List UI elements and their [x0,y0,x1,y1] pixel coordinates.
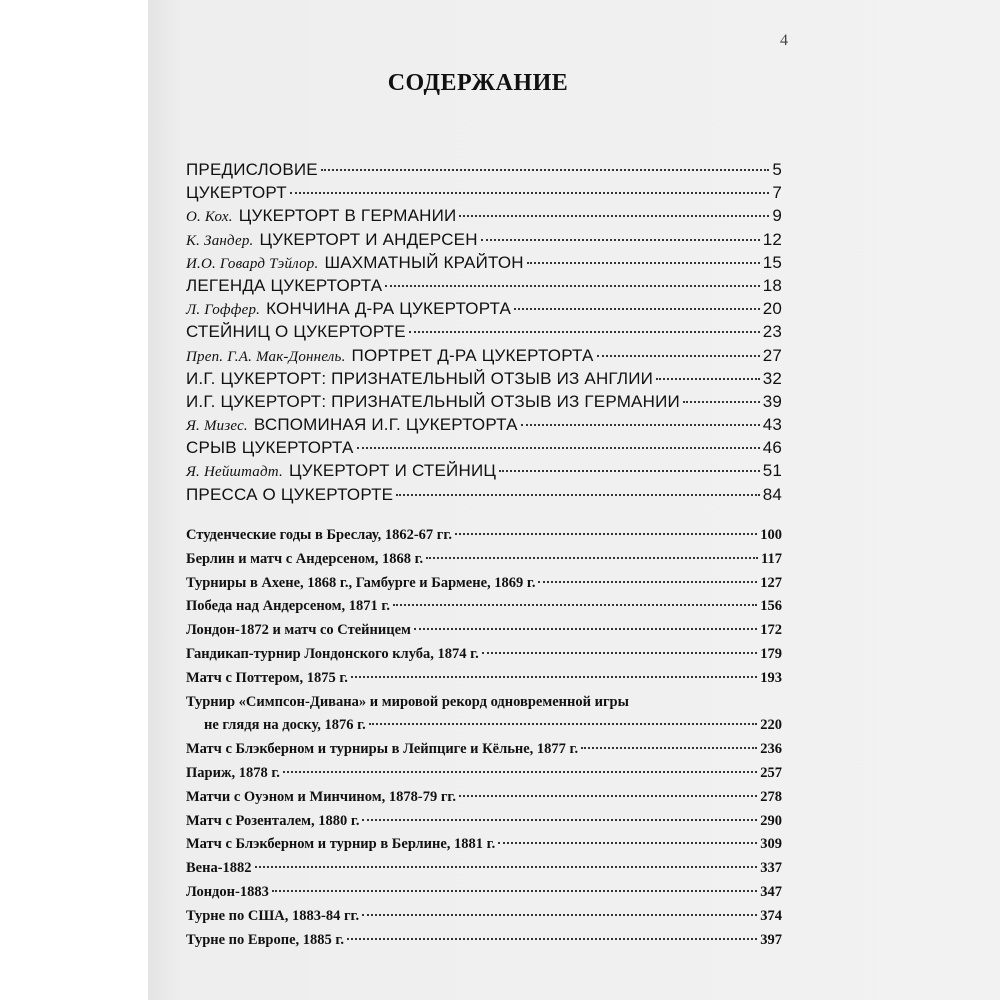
toc-entry-title-cont: не глядя на доску, 1876 г. [204,717,366,734]
toc-entry [186,813,782,837]
dot-leader [455,533,757,535]
toc-entry [186,206,782,229]
toc-entry-page: 32 [762,368,782,388]
toc-entry [186,276,782,299]
toc-entry-page: 179 [760,645,782,662]
toc-entry-title: ПРЕДИСЛОВИЕ [186,160,318,179]
toc-entry-page: 51 [762,461,782,481]
toc-entry [186,575,782,599]
toc-entry [186,836,782,860]
toc-entry-page: 46 [762,438,782,458]
toc-entry [186,860,782,884]
toc-entry [186,369,782,392]
dot-leader [499,470,760,472]
toc-entry-author: Я. Мизес. [186,418,248,435]
toc-entry-author: Я. Нейштадт. [186,464,283,481]
toc-entry-author: Л. Гоффер. [186,302,261,319]
toc-entry-page: 18 [762,275,782,295]
toc-entry [186,438,782,461]
dot-leader [362,819,757,821]
dot-leader [426,557,758,559]
toc-entry-page: 278 [760,788,782,805]
toc-entry-page: 347 [760,883,782,900]
toc-entry [186,415,782,438]
dot-leader [409,331,760,333]
toc-entry-author: Преп. Г.А. Мак-Доннель. [186,348,346,365]
toc-entry-page: 5 [772,160,782,179]
dot-leader [481,239,760,241]
toc-entry-title: Турне по Европе, 1885 г. [186,931,344,948]
toc-entry-page: 84 [762,484,782,504]
toc-entry-title: ЦУКЕРТОРТ В ГЕРМАНИИ [238,206,457,226]
toc-entry-page: 117 [761,550,782,567]
toc-entry [186,908,782,932]
toc-section-essays [186,160,782,508]
toc-entry-title: Матч с Поттером, 1875 г. [186,669,348,686]
toc-entry-page: 20 [762,299,782,319]
dot-leader [538,581,757,583]
toc-entry-title: Победа над Андерсеном, 1871 г. [186,598,390,615]
dot-leader [498,842,757,844]
toc-entry-page: 257 [760,764,782,781]
dot-leader [414,628,757,630]
dot-leader [362,914,757,916]
toc-entry [186,622,782,646]
toc-entry-title: Матч с Блэкберном и турниры в Лейпциге и Кёльне, 1877 г. [186,741,579,758]
toc-entry-title: И.Г. ЦУКЕРТОРТ: ПРИЗНАТЕЛЬНЫЙ ОТЗЫВ ИЗ АНГЛИИ [186,368,654,388]
toc-entry [186,392,782,415]
toc-entry [186,694,782,742]
toc-entry-line2 [186,717,782,741]
dot-leader [459,215,769,217]
toc-entry-title: СРЫВ ЦУКЕРТОРТА [186,438,354,458]
toc-entry-title: ЦУКЕРТОРТ И АНДЕРСЕН [259,229,478,249]
toc-entry-page: 39 [762,391,782,411]
toc-entry-title: Матчи с Оуэном и Минчином, 1878-79 гг. [186,788,456,805]
toc-entry-title: Париж, 1878 г. [186,764,280,781]
dot-leader [482,652,758,654]
toc-entry-page: 23 [762,322,782,342]
toc-entry-page: 27 [762,345,782,365]
toc-entry [186,346,782,369]
toc-entry-page: 100 [760,527,782,543]
toc-entry-title: ВСПОМИНАЯ И.Г. ЦУКЕРТОРТА [253,415,518,435]
toc-entry-page: 7 [772,183,782,203]
toc-entry-title: ШАХМАТНЫЙ КРАЙТОН [324,252,524,272]
toc-entry-title: Берлин и матч с Андерсеном, 1868 г. [186,550,424,567]
toc-entry [186,789,782,813]
toc-entry [186,765,782,789]
toc-entry-page: 127 [760,574,782,591]
toc-entry-page: 172 [760,622,782,639]
toc-entry-page: 236 [760,741,782,758]
dot-leader [283,771,757,773]
toc-entry [186,322,782,345]
page-title: СОДЕРЖАНИЕ [387,70,569,96]
toc-entry-page: 290 [760,812,782,829]
toc-entry-title: Турниры в Ахене, 1868 г., Гамбурге и Бармене, 1869 г. [186,574,536,591]
toc-entry [186,741,782,765]
toc-entry-page: 374 [760,907,782,924]
toc-entry-title: Студенческие годы в Бреслау, 1862-67 гг. [186,527,452,543]
dot-leader [369,723,758,725]
toc-entry [186,253,782,276]
dot-leader [459,795,757,797]
dot-leader [321,169,770,171]
toc-entry-title: Вена-1882 [186,860,252,877]
toc-entry-title: ПРЕССА О ЦУКЕРТОРТЕ [186,484,394,504]
toc-entry-title: Турне по США, 1883-84 гг. [186,907,360,924]
dot-leader [656,378,760,380]
toc-entry-page: 15 [762,252,782,272]
toc-entry [186,598,782,622]
toc-entry-page: 193 [760,669,782,686]
toc-entry-page: 43 [762,415,782,435]
toc-entry [186,485,782,508]
toc-entry-page: 220 [760,717,782,734]
dot-leader [396,494,759,496]
dot-leader [527,262,760,264]
toc-entry [186,884,782,908]
dot-leader [393,604,757,606]
toc-entry [186,932,782,956]
toc-entry [186,230,782,253]
toc-entry-title: Матч с Блэкберном и турнир в Берлине, 1881 г. [186,836,496,853]
toc-entry-title: ЛЕГЕНДА ЦУКЕРТОРТА [186,275,383,295]
toc-entry-title: ЦУКЕРТОРТ [186,183,287,203]
dot-leader [272,890,757,892]
toc-entry-title: ЦУКЕРТОРТ И СТЕЙНИЦ [288,461,497,481]
toc-entry [186,527,782,551]
dot-leader [347,938,757,940]
toc-entry-title: И.Г. ЦУКЕРТОРТ: ПРИЗНАТЕЛЬНЫЙ ОТЗЫВ ИЗ ГЕРМАНИИ [186,391,680,411]
toc-entry [186,461,782,484]
toc-entry-page: 337 [760,860,782,877]
toc-entry-title: Гандикап-турнир Лондонского клуба, 1874 г. [186,645,479,662]
toc-entry [186,183,782,206]
toc-entry [186,670,782,694]
toc-section-chronicle [186,527,782,955]
dot-leader [357,447,760,449]
toc-entry [186,551,782,575]
toc-entry-page: 397 [760,931,782,948]
toc-entry-page: 9 [772,206,782,226]
toc-entry-title: ПОРТРЕТ Д-РА ЦУКЕРТОРТА [351,345,594,365]
dot-leader [255,866,758,868]
toc-entry [186,299,782,322]
toc-entry-author: К. Зандер. [186,232,254,249]
dot-leader [581,747,757,749]
dot-leader [521,424,760,426]
toc-entry [186,160,782,183]
toc-entry-title: Матч с Розенталем, 1880 г. [186,812,360,829]
toc-entry-page: 309 [760,836,782,853]
toc-entry-page: 156 [760,598,782,615]
dot-leader [597,355,760,357]
dot-leader [514,308,760,310]
toc-entry-author: И.О. Говард Тэйлор. [186,255,319,272]
dot-leader [351,676,757,678]
toc-entry-title: КОНЧИНА Д-РА ЦУКЕРТОРТА [266,299,512,319]
page-marker: 4 [780,32,788,49]
toc-entry-wrap [186,694,782,742]
toc-entry-title: СТЕЙНИЦ О ЦУКЕРТОРТЕ [186,322,406,342]
dot-leader [290,192,770,194]
toc-entry-title: Лондон-1872 и матч со Стейницем [186,622,411,639]
dot-leader [683,401,760,403]
toc-entry [186,646,782,670]
toc-entry-title: Турнир «Симпсон-Дивана» и мировой рекорд одновременной игры [186,693,629,710]
toc-entry-author: О. Кох. [186,209,233,226]
dot-leader [385,285,759,287]
toc-entry-page: 12 [762,229,782,249]
toc-entry-title: Лондон-1883 [186,883,269,900]
